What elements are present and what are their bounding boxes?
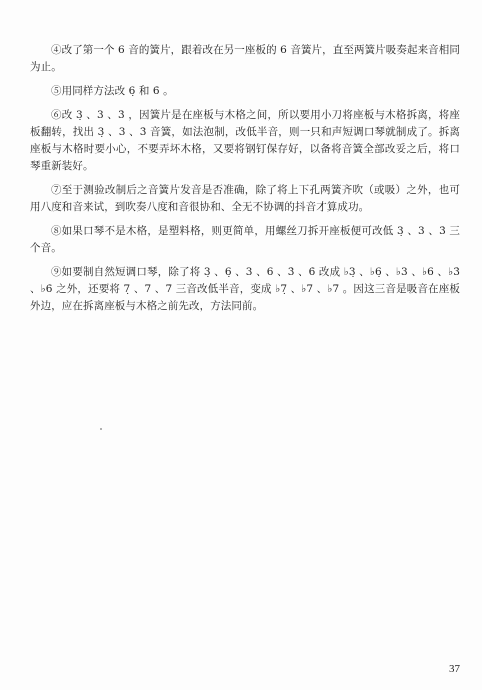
paragraph-step-7: ⑦至于测验改制后之音簧片发音是否准确，除了将上下孔两簧齐吹（或吸）之外，也可用八度和音来试，到吹奏八度和音很协和、全无不协调的抖音才算成功。	[30, 184, 460, 213]
page-number: 37	[449, 663, 460, 675]
paragraph-step-5: ⑤用同样方法改 6̣ 和 6̇ 。	[51, 85, 174, 97]
paragraph-step-8: ⑧如果口琴不是木格，是塑料格，则更简单，用螺丝刀拆开座板便可改低 3̣ 、3 、3̇ 三个音。	[30, 225, 460, 254]
paragraph-step-6: ⑥改 3̣ 、3 、3̇ ，因簧片是在座板与木格之间，所以要用小刀将座板与木格拆离，将座板翻转，找出 3̣ 、3 、3̇ 音簧，如法泡制，改低半音，则一只和声短调口琴就制成了。拆离座板与木格时要小心，不要弄坏木格，又要将钢钉保存好，以备将音簧全部改妥之后，将口琴重新装好。	[30, 109, 460, 172]
paragraph-step-9: ⑨如要制自然短调口琴，除了将 3̣ 、6̣ 、3 、6 、3̇ 、6̇ 改成 ♭3̣ 、♭6̣ 、♭3 、♭6 、♭3̇ 、♭6̇ 之外，还要将 7̣ 、7 、7̇ 三音改低半音，变成 ♭7̣ 、♭7 、♭7̇ 。因这三音是吸音在座板外边，应在拆离座板与木格之前先改，方法同前。	[30, 266, 460, 312]
scan-speck	[100, 428, 102, 430]
page-body	[30, 42, 460, 322]
paragraph-step-4: ④改了第一个 6 音的簧片，跟着改在另一座板的 6 音簧片，直至两簧片吸奏起来音相同为止。	[30, 44, 460, 73]
